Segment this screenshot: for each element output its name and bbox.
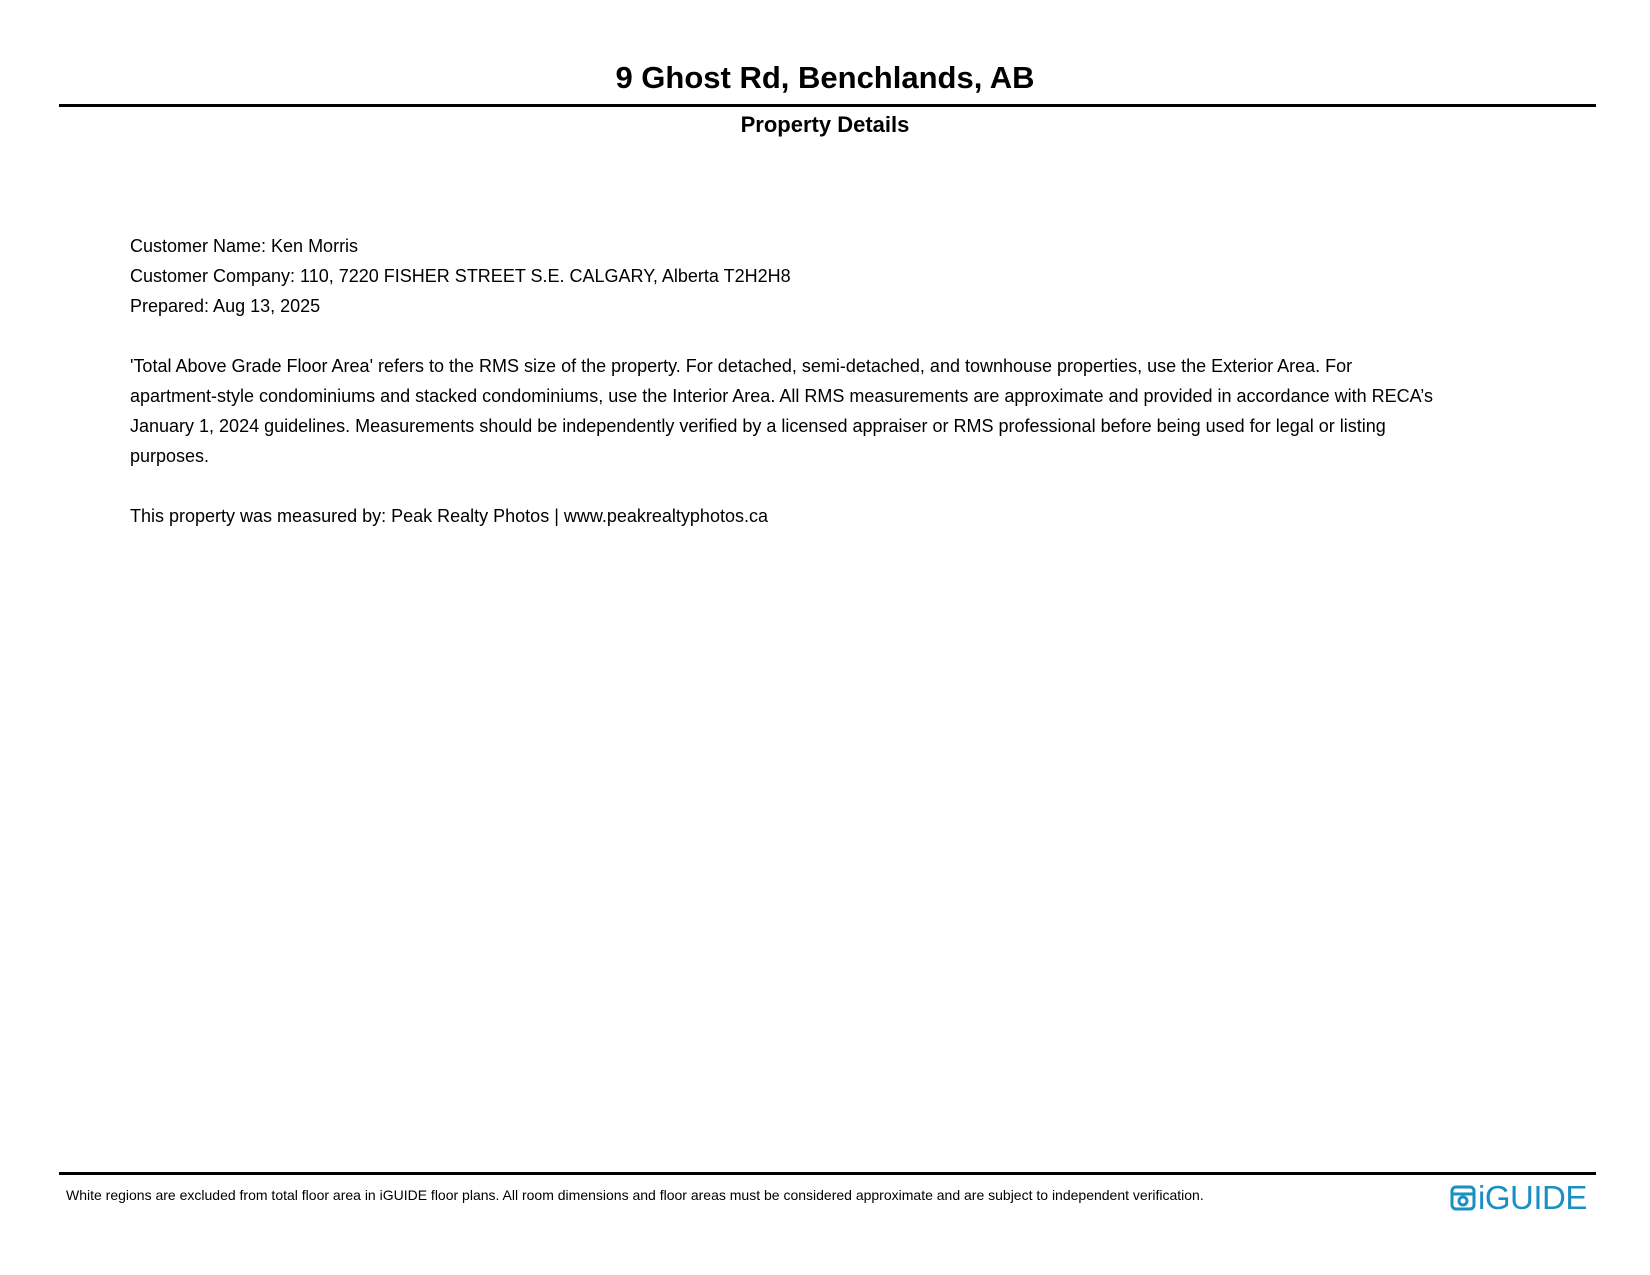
page-subtitle: Property Details	[740, 112, 910, 137]
measured-by	[130, 501, 1530, 531]
logo-text: iGUIDE	[1478, 1179, 1587, 1216]
area-disclaimer	[130, 351, 1530, 471]
disclaimer-line: 'Total Above Grade Floor Area' refers to the RMS size of the property. For detached, semi-detached, and townhouse properties, use the Exterior Area. For	[130, 356, 1353, 376]
camera-icon	[1450, 1184, 1476, 1212]
customer-name: Customer Name: Ken Morris	[130, 236, 359, 256]
measured-by-text: This property was measured by: Peak Realty Photos | www.peakrealtyphotos.ca	[130, 506, 768, 526]
footer-divider	[59, 1172, 1596, 1175]
disclaimer-line: purposes.	[130, 446, 210, 466]
header-divider	[59, 104, 1596, 107]
property-details-content	[130, 231, 1530, 531]
prepared-date: Prepared: Aug 13, 2025	[130, 296, 321, 316]
customer-company: Customer Company: 110, 7220 FISHER STREET S.E. CALGARY, Alberta T2H2H8	[130, 266, 791, 286]
page-title: 9 Ghost Rd, Benchlands, AB	[615, 60, 1035, 95]
footer-note: White regions are excluded from total floor area in iGUIDE floor plans. All room dimensions and floor areas must be considered approximate and are subject to independent verification.	[66, 1187, 1204, 1203]
disclaimer-line: January 1, 2024 guidelines. Measurements should be independently verified by a licensed appraiser or RMS professional before being used for legal or listing	[130, 416, 1386, 436]
disclaimer-line: apartment-style condominiums and stacked condominiums, use the Interior Area. All RMS measurements are approximate and provided in accordance with RECA’s	[130, 386, 1433, 406]
iguide-logo	[1450, 1180, 1587, 1216]
